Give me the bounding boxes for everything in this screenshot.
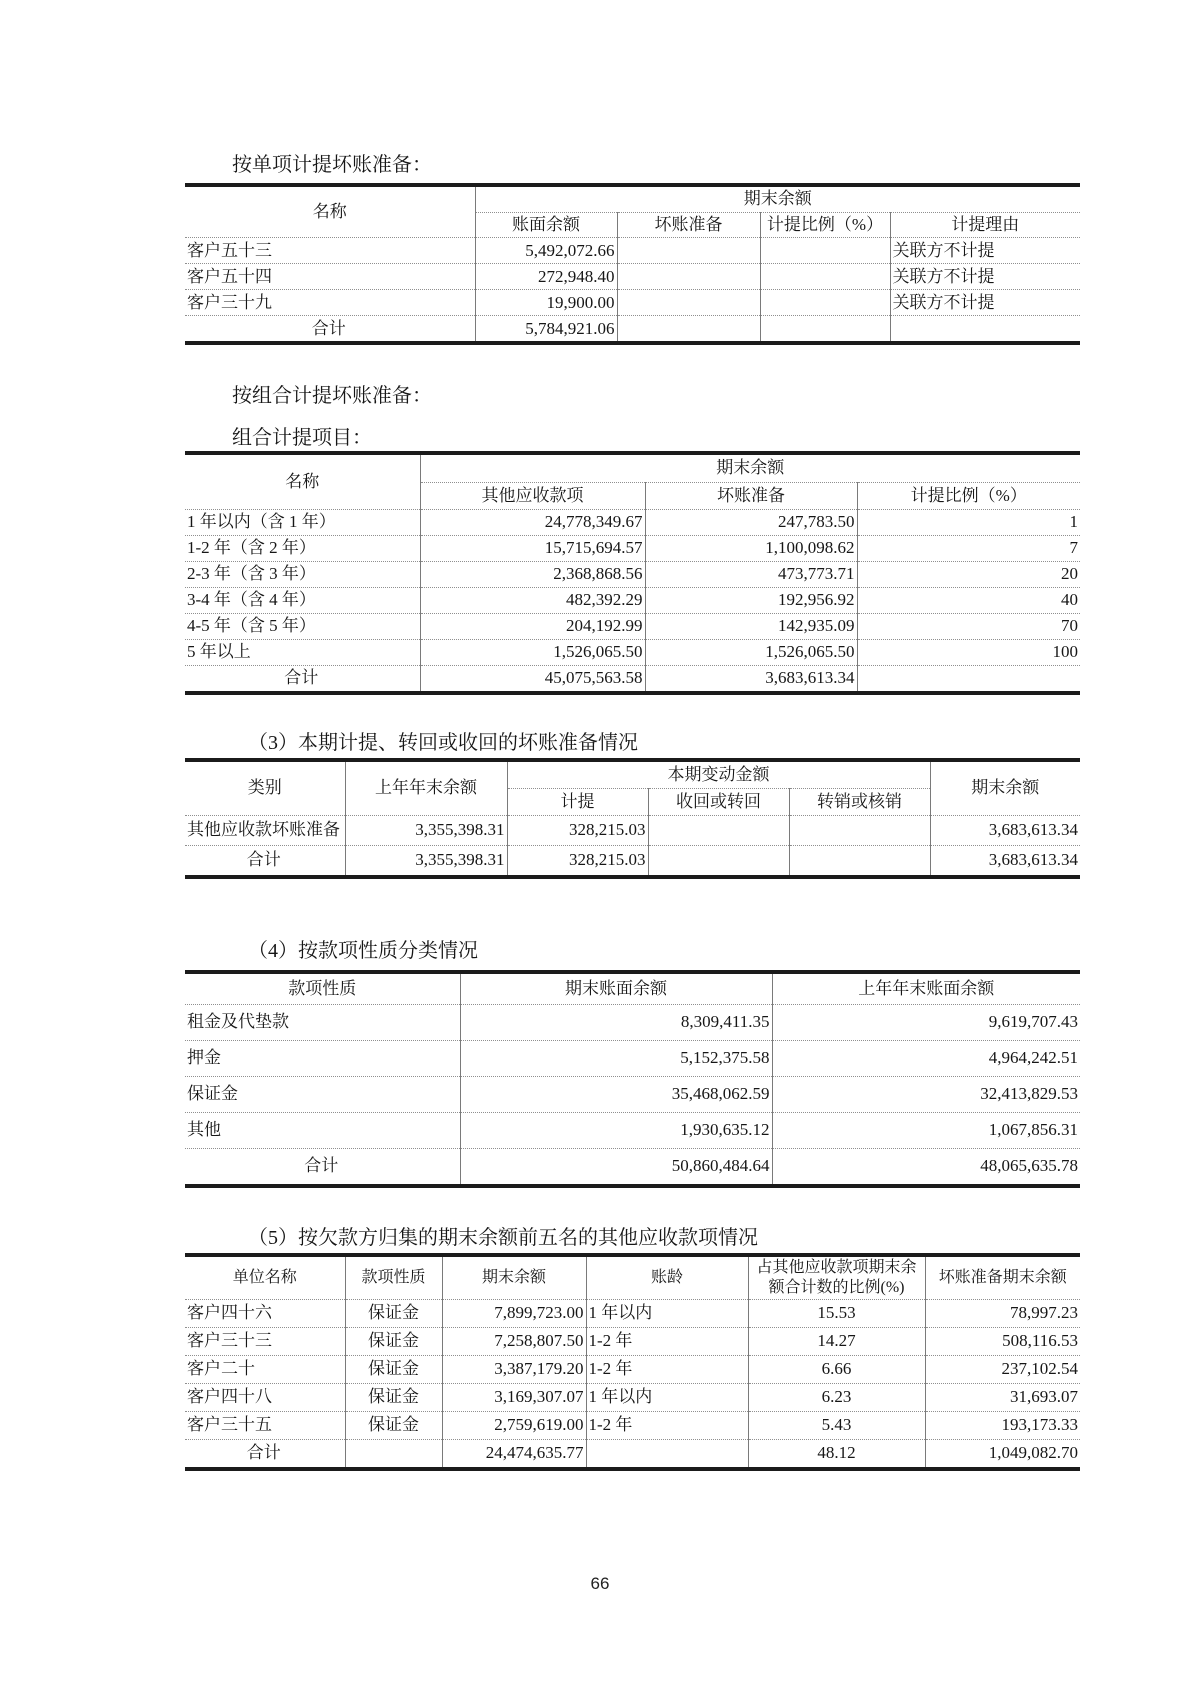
table-cell bbox=[617, 264, 760, 290]
table-cell: 40 bbox=[857, 588, 1080, 614]
total-row bbox=[185, 1149, 1080, 1187]
header-row bbox=[185, 760, 1080, 789]
header-row bbox=[185, 972, 1080, 1005]
table-cell bbox=[789, 846, 930, 878]
table-cell: 50,860,484.64 bbox=[460, 1149, 772, 1187]
table-cell: 2,368,868.56 bbox=[420, 562, 645, 588]
table-cell: 142,935.09 bbox=[645, 614, 857, 640]
table-header bbox=[185, 185, 1080, 238]
table-cell: 保证金 bbox=[345, 1384, 442, 1412]
table-body bbox=[185, 238, 1080, 344]
table-cell: 32,413,829.53 bbox=[772, 1077, 1080, 1113]
table-cell: 24,778,349.67 bbox=[420, 510, 645, 536]
table-cell: 24,474,635.77 bbox=[442, 1440, 586, 1470]
table-cell bbox=[648, 816, 789, 846]
table-cell bbox=[789, 816, 930, 846]
table-cell: 4,964,242.51 bbox=[772, 1041, 1080, 1077]
table-cell: 15.53 bbox=[748, 1300, 925, 1328]
table-cell: 3,683,613.34 bbox=[930, 816, 1080, 846]
table-cell: 关联方不计提 bbox=[890, 264, 1080, 290]
table-cell: 3,169,307.07 bbox=[442, 1384, 586, 1412]
table-cell: 关联方不计提 bbox=[890, 238, 1080, 264]
table-cell: 1-2 年 bbox=[586, 1356, 748, 1384]
table-cell: 247,783.50 bbox=[645, 510, 857, 536]
provision-movement-table bbox=[185, 758, 1080, 879]
section-title-classification-by-nature: （4）按款项性质分类情况 bbox=[248, 940, 478, 962]
col-header-provision-ratio: 计提比例（%） bbox=[760, 213, 890, 238]
table-cell: 1,067,856.31 bbox=[772, 1113, 1080, 1149]
table-row bbox=[185, 536, 1080, 562]
col-header-provision-reason: 计提理由 bbox=[890, 213, 1080, 238]
table-cell bbox=[890, 316, 1080, 344]
table-cell: 8,309,411.35 bbox=[460, 1005, 772, 1041]
table-cell: 1 年以内 bbox=[586, 1384, 748, 1412]
table-cell bbox=[760, 264, 890, 290]
col-header-provision-ratio: 计提比例（%） bbox=[857, 483, 1080, 510]
table-row bbox=[185, 264, 1080, 290]
section-title-portfolio-provision: 按组合计提坏账准备： bbox=[232, 385, 432, 407]
table-cell: 48.12 bbox=[748, 1440, 925, 1470]
table-cell: 保证金 bbox=[345, 1356, 442, 1384]
table-cell: 15,715,694.57 bbox=[420, 536, 645, 562]
table-cell: 保证金 bbox=[345, 1328, 442, 1356]
table-row bbox=[185, 1300, 1080, 1328]
table-cell: 508,116.53 bbox=[925, 1328, 1080, 1356]
table-cell: 合计 bbox=[185, 666, 420, 694]
header-row bbox=[185, 453, 1080, 483]
table-cell: 1,049,082.70 bbox=[925, 1440, 1080, 1470]
table-cell: 其他应收款坏账准备 bbox=[185, 816, 345, 846]
table-cell: 合计 bbox=[185, 1149, 460, 1187]
table-row bbox=[185, 562, 1080, 588]
col-header-ending-balance: 期末余额 bbox=[442, 1255, 586, 1300]
table-cell: 客户五十三 bbox=[185, 238, 475, 264]
table-row bbox=[185, 640, 1080, 666]
total-row bbox=[185, 846, 1080, 878]
table-cell: 6.23 bbox=[748, 1384, 925, 1412]
table-cell: 5,492,072.66 bbox=[475, 238, 617, 264]
table-cell: 78,997.23 bbox=[925, 1300, 1080, 1328]
table-row bbox=[185, 510, 1080, 536]
page-number: 66 bbox=[590, 1574, 610, 1593]
table-cell: 1,930,635.12 bbox=[460, 1113, 772, 1149]
table-cell: 1-2 年（含 2 年） bbox=[185, 536, 420, 562]
table-cell: 328,215.03 bbox=[507, 846, 648, 878]
table-cell: 其他 bbox=[185, 1113, 460, 1149]
table-cell: 保证金 bbox=[345, 1300, 442, 1328]
table-header bbox=[185, 453, 1080, 510]
col-header-provision-ending-balance: 坏账准备期末余额 bbox=[938, 1269, 1067, 1286]
table-cell: 19,900.00 bbox=[475, 290, 617, 316]
table-cell: 48,065,635.78 bbox=[772, 1149, 1080, 1187]
col-header-recovered-reversed: 收回或转回 bbox=[648, 789, 789, 816]
table-row bbox=[185, 588, 1080, 614]
table-cell bbox=[617, 238, 760, 264]
table-cell: 客户三十九 bbox=[185, 290, 475, 316]
col-header-bad-debt-provision: 坏账准备 bbox=[617, 213, 760, 238]
table-row bbox=[185, 816, 1080, 846]
table-cell: 3,683,613.34 bbox=[645, 666, 857, 694]
table-cell: 客户五十四 bbox=[185, 264, 475, 290]
table-cell: 100 bbox=[857, 640, 1080, 666]
table-cell: 5,784,921.06 bbox=[475, 316, 617, 344]
table-cell: 1 bbox=[857, 510, 1080, 536]
col-header-movement-group: 本期变动金额 bbox=[507, 760, 930, 789]
col-header-ending-balance: 期末余额 bbox=[971, 778, 1040, 798]
table-cell: 1,526,065.50 bbox=[420, 640, 645, 666]
table-cell: 1-2 年 bbox=[586, 1412, 748, 1440]
table-cell: 关联方不计提 bbox=[890, 290, 1080, 316]
table-cell: 合计 bbox=[185, 1440, 345, 1470]
table-row bbox=[185, 1328, 1080, 1356]
section-subtitle-portfolio-items: 组合计提项目： bbox=[232, 427, 372, 449]
table-cell bbox=[857, 666, 1080, 694]
col-header-bad-debt-provision: 坏账准备 bbox=[645, 483, 857, 510]
table-cell: 70 bbox=[857, 614, 1080, 640]
table-cell: 合计 bbox=[185, 846, 345, 878]
table-body bbox=[185, 510, 1080, 694]
col-header-aging: 账龄 bbox=[586, 1255, 748, 1300]
table-row bbox=[185, 1412, 1080, 1440]
table-body bbox=[185, 816, 1080, 878]
table-cell: 192,956.92 bbox=[645, 588, 857, 614]
table-row bbox=[185, 1113, 1080, 1149]
top-five-debtors-table bbox=[185, 1253, 1080, 1471]
col-header-nature: 款项性质 bbox=[185, 972, 460, 1005]
table-cell: 1,100,098.62 bbox=[645, 536, 857, 562]
table-cell: 押金 bbox=[185, 1041, 460, 1077]
table-row bbox=[185, 614, 1080, 640]
table-cell bbox=[760, 290, 890, 316]
table-cell bbox=[617, 316, 760, 344]
table-cell: 客户四十六 bbox=[185, 1300, 345, 1328]
table-cell: 1 年以内（含 1 年） bbox=[185, 510, 420, 536]
col-header-name: 名称 bbox=[185, 453, 420, 510]
col-header-ending-book-balance: 期末账面余额 bbox=[460, 972, 772, 1005]
col-header-percentage-of-total: 占其他应收款项期末余额合计数的比例(%) bbox=[748, 1255, 925, 1300]
table-cell: 5 年以上 bbox=[185, 640, 420, 666]
table-cell: 保证金 bbox=[345, 1412, 442, 1440]
table-header bbox=[185, 1255, 1080, 1300]
col-header-prev-year-book-balance: 上年年末账面余额 bbox=[858, 978, 995, 998]
table-cell: 3-4 年（含 4 年） bbox=[185, 588, 420, 614]
table-row bbox=[185, 1041, 1080, 1077]
table-cell: 328,215.03 bbox=[507, 816, 648, 846]
table-cell: 31,693.07 bbox=[925, 1384, 1080, 1412]
table-body bbox=[185, 1005, 1080, 1187]
table-row bbox=[185, 1077, 1080, 1113]
table-cell: 9,619,707.43 bbox=[772, 1005, 1080, 1041]
col-header-category: 类别 bbox=[185, 760, 345, 816]
col-header-ending-balance-group: 期末余额 bbox=[743, 189, 812, 209]
table-row bbox=[185, 238, 1080, 264]
table-header bbox=[185, 760, 1080, 816]
table-cell: 客户三十五 bbox=[185, 1412, 345, 1440]
total-row bbox=[185, 1440, 1080, 1470]
table-cell: 客户二十 bbox=[185, 1356, 345, 1384]
table-cell: 4-5 年（含 5 年） bbox=[185, 614, 420, 640]
table-cell bbox=[617, 290, 760, 316]
total-row bbox=[185, 316, 1080, 344]
header-row bbox=[185, 185, 1080, 213]
table-cell bbox=[586, 1440, 748, 1470]
col-header-name: 名称 bbox=[185, 185, 475, 238]
col-header-other-receivables: 其他应收款项 bbox=[420, 483, 645, 510]
table-cell: 473,773.71 bbox=[645, 562, 857, 588]
table-cell: 7,899,723.00 bbox=[442, 1300, 586, 1328]
table-cell bbox=[760, 238, 890, 264]
col-header-written-off: 转销或核销 bbox=[789, 789, 930, 816]
individual-provision-table bbox=[185, 183, 1080, 345]
table-cell: 482,392.29 bbox=[420, 588, 645, 614]
table-cell: 6.66 bbox=[748, 1356, 925, 1384]
table-cell bbox=[760, 316, 890, 344]
table-cell: 1,526,065.50 bbox=[645, 640, 857, 666]
table-header bbox=[185, 972, 1080, 1005]
table-cell bbox=[648, 846, 789, 878]
table-cell: 保证金 bbox=[185, 1077, 460, 1113]
table-cell: 客户四十八 bbox=[185, 1384, 345, 1412]
table-cell: 7,258,807.50 bbox=[442, 1328, 586, 1356]
col-header-nature: 款项性质 bbox=[345, 1255, 442, 1300]
col-header-ending-balance-group: 期末余额 bbox=[716, 458, 785, 478]
table-cell: 2-3 年（含 3 年） bbox=[185, 562, 420, 588]
table-row bbox=[185, 1384, 1080, 1412]
col-header-accrued: 计提 bbox=[507, 789, 648, 816]
table-cell: 租金及代垫款 bbox=[185, 1005, 460, 1041]
table-cell: 3,355,398.31 bbox=[345, 816, 507, 846]
table-cell: 45,075,563.58 bbox=[420, 666, 645, 694]
table-cell: 2,759,619.00 bbox=[442, 1412, 586, 1440]
table-cell bbox=[345, 1440, 442, 1470]
table-row bbox=[185, 1005, 1080, 1041]
total-row bbox=[185, 666, 1080, 694]
table-body bbox=[185, 1300, 1080, 1470]
table-cell: 3,683,613.34 bbox=[930, 846, 1080, 878]
header-row bbox=[185, 1255, 1080, 1300]
nature-classification-table bbox=[185, 970, 1080, 1188]
section-title-current-period-provision: （3）本期计提、转回或收回的坏账准备情况 bbox=[248, 732, 638, 754]
table-row bbox=[185, 1356, 1080, 1384]
table-cell: 272,948.40 bbox=[475, 264, 617, 290]
table-cell: 237,102.54 bbox=[925, 1356, 1080, 1384]
col-header-book-balance: 账面余额 bbox=[475, 213, 617, 238]
table-cell: 3,355,398.31 bbox=[345, 846, 507, 878]
table-cell: 1-2 年 bbox=[586, 1328, 748, 1356]
section-title-individual-provision: 按单项计提坏账准备： bbox=[232, 154, 432, 176]
table-cell: 客户三十三 bbox=[185, 1328, 345, 1356]
section-title-top-five-debtors: （5）按欠款方归集的期末余额前五名的其他应收款项情况 bbox=[248, 1227, 758, 1249]
table-cell: 20 bbox=[857, 562, 1080, 588]
table-cell: 5.43 bbox=[748, 1412, 925, 1440]
table-cell: 35,468,062.59 bbox=[460, 1077, 772, 1113]
table-cell: 204,192.99 bbox=[420, 614, 645, 640]
table-cell: 7 bbox=[857, 536, 1080, 562]
table-cell: 合计 bbox=[185, 316, 475, 344]
table-cell: 3,387,179.20 bbox=[442, 1356, 586, 1384]
table-cell: 14.27 bbox=[748, 1328, 925, 1356]
table-row bbox=[185, 290, 1080, 316]
table-cell: 193,173.33 bbox=[925, 1412, 1080, 1440]
table-cell: 1 年以内 bbox=[586, 1300, 748, 1328]
table-cell: 5,152,375.58 bbox=[460, 1041, 772, 1077]
col-header-prev-year-balance: 上年年末余额 bbox=[345, 760, 507, 816]
col-header-entity-name: 单位名称 bbox=[185, 1255, 345, 1300]
portfolio-provision-table bbox=[185, 451, 1080, 695]
